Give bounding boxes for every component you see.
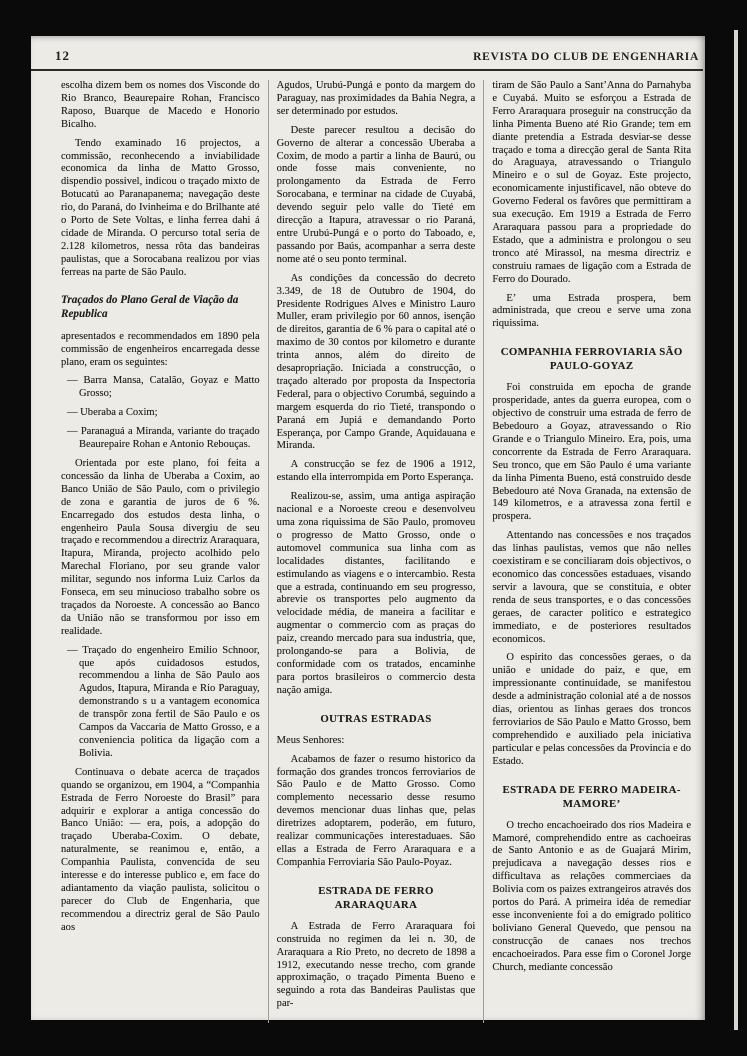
paragraph: E’ uma Estrada prospera, bem administrada, que creou e serve uma zona riquissima. bbox=[492, 292, 692, 330]
journal-title: REVISTA DO CLUB DE ENGENHARIA bbox=[473, 51, 699, 63]
text-column-2 bbox=[268, 80, 484, 1023]
paragraph: O trecho encachoeirado dos rios Madeira e Mamoré, comprehendido entre as cachoeiras de Santo Antonio e as de Guajará Mirim, prejudicava a navegação desses rios e difficultava as relações commerciaes da Bolivia com os paizes extrangeiros através dos portos do Pará. A primeira idéa de remediar esse inconveniente foi a do emigrado politico boliviano General Quevedo, que pensou na construcção de canaes nos trechos encachoeirados. Para esse fim o Coronel Jorge Church, mediante concessão bbox=[492, 819, 692, 973]
paragraph: Orientada por este plano, foi feita a concessão da linha de Uberaba a Coxim, ao Banco União de São Paulo, com o privilegio de zona e garantia de juros de 6 %. Encarregado dos estudos desta linha, o engenheiro Paula Sousa divergiu de seu traçado e recommendou a directriz Araraquara, Itapura, Miranda, projecto acolhido pelo Marechal Floriano, por seu grande valor militar, segundo nos informa Luiz Carlos da Fonseca, em seu minucioso trabalho sobre os traçados da Noroeste. A concessão ao Banco da União não se transformou por isso em realidade. bbox=[61, 457, 260, 637]
paragraph: Attentando nas concessões e nos traçados das linhas paulistas, vemos que não nelles coexistiram e se conciliaram dois objectivos, o economico das concessões estaduaes, visando servir a lavoura, que se constituia, e obter renda de seus transportes, e o das concessões geraes, de caracter politico e estrategico immediato, e de posteriores resultados economicos. bbox=[492, 530, 692, 645]
section-heading: OUTRAS ESTRADAS bbox=[320, 712, 432, 725]
section-heading: COMPANHIA FERROVIARIA SÃO PAULO-GOYAZ bbox=[500, 346, 683, 373]
section-heading-italic: Traçados do Plano Geral de Viação da Republica bbox=[61, 293, 239, 321]
paragraph: Tendo examinado 16 projectos, a commissão, reconhecendo a inviabilidade economica da linha de Matto Grosso, dispendio possivel, indicou o traçado mixto de Botucatú ao Paranapanema; navegação deste rio, do Paraná, do Ivinheima e do Brilhante até o Porto de Sete Voltas, e linha ferrea dahi á cidade de Miranda. O percurso total seria de 2.128 kilometros, nessa rôta das bandeiras paulistas, que a Sorocabana realizou por vias ferreas na parte de São Paulo. bbox=[61, 137, 260, 278]
section-heading: ESTRADA DE FERRO ARARAQUARA bbox=[318, 884, 434, 911]
paragraph: As condições da concessão do decreto 3.349, de 18 de Outubro de 1904, do Presidente Rodrigues Alves e Ministro Lauro Muller, eram privilegio por 60 annos, isenção de direitos, garantia de 6 % para o capital até o maximo de 30 contos por kilometro e durante trinta annos, além do direito de desapropriação. Iniciada a construcção, o traçado alterado por proposta da Inspectoria Federal, para o objectivo Corumbá, seguindo a margem esquerda do rio Tieté, transpondo o Paraná em Jupiá e demandando Porto Esperança, por Campo Grande, Aquidauana e Miranda. bbox=[276, 272, 476, 452]
text-column-1 bbox=[53, 80, 268, 1023]
paragraph: Acabamos de fazer o resumo historico da formação dos grandes troncos ferroviarios de São Paulo e de Matto Grosso. Como complemento necessario desse resumo devemos mencionar duas linhas que, pelas diretrizes adoptarem, poderão, em futuro, realizar communicações interestaduaes. São ellas a Estrada de Ferro Araraquara e a Companhia Ferroviaria São Paulo-Poyaz. bbox=[276, 753, 476, 868]
paragraph: O espirito das concessões geraes, o da união e unidade do paiz, e que, em impressionante continuidade, se manifestou desde a administração colonial até a de nossos dias, orientou as linhas geraes dos troncos ferroviarios de São Paulo e Matto Grosso, bem comprehendido e auxiliado pela iniciativa particular e pelas concessões da Provincia e do Estado. bbox=[492, 652, 692, 767]
paragraph: Agudos, Urubú-Pungá e ponto da margem do Paraguay, nas proximidades da Bahia Negra, a ser determinado por estudos. bbox=[276, 80, 476, 117]
text-column-3 bbox=[483, 80, 699, 1023]
adjacent-page-edge bbox=[734, 30, 738, 1030]
text-columns bbox=[31, 71, 705, 1023]
list-item: — Barra Mansa, Catalão, Goyaz e Matto Grosso; bbox=[67, 375, 260, 400]
paragraph: A Estrada de Ferro Araraquara foi construida no regimen da lei n. 30, de Araraquara a Rio Preto, no decreto de 1898 a 1912, executando nesse trecho, com grande approximação, o traçado Pimenta Bueno e seguindo a rota das Bandeiras Paulistas que par- bbox=[276, 920, 476, 1010]
list-item: — Paranaguá a Miranda, variante do traçado Beaurepaire Rohan e Antonio Rebouças. bbox=[67, 426, 260, 451]
section-heading: ESTRADA DE FERRO MADEIRA-MAMORE’ bbox=[502, 783, 681, 810]
list-item: — Traçado do engenheiro Emilio Schnoor, que após cuidadosos estudos, recommendou a linha de São Paulo aos Agudos, Itapura, Miranda e Rio Paraguay, demonstrando s u a vantagem economica de transpôr zona fertil de São Paulo e os Campos da Vaccaria de Matto Grosso, e a conveniencia politica da ligação com a Bolivia. bbox=[67, 644, 260, 759]
list-item: — Uberaba a Coxim; bbox=[67, 407, 158, 419]
page-header bbox=[31, 36, 703, 71]
magazine-page bbox=[31, 36, 705, 1020]
paragraph: apresentados e recommendados em 1890 pela commissão de engenheiros encarregada desse plano, eram os seguintes: bbox=[61, 330, 260, 368]
paragraph: Deste parecer resultou a decisão do Governo de alterar a concessão Uberaba a Coxim, de modo a partir a linha de Baurú, ou onde fosse mais conveniente, no prolongamento da Estrada de Ferro Sorocabana, e terminar na cidade de Cuyabá, devendo seguir pelo valle do Tieté em direcção a Itapura, atravessar o rio Paraná, entre Urubú-Pungá e o porto do Taboado, e, passando por Baús, acompanhar a serra deste nome até o seu ponto terminal. bbox=[276, 124, 476, 265]
paragraph: Foi construida em epocha de grande prosperidade, antes da guerra europea, com o objectivo de construir uma estrada de ferro de Bebedouro a Goyaz, atravessando o Rio Grande e o Triangulo Mineiro. Era, pois, uma concorrente da Estrada de Ferro Araraquara. Seu tronco, que em São Paulo é uma variante da linha Pimenta Bueno, está construido desde Bebedouro até Nova Granada, na extensão de 149 kilometros, e a atravessa zona fertil e prospera. bbox=[492, 382, 692, 523]
paragraph: tiram de São Paulo a Sant’Anna do Parnahyba e Cuyabá. Muito se esforçou a Estrada de Ferro Araraquara proseguir na construcção da linha Pimenta Bueno até Rio Grande; tem em diante pretendia a Estrada desviar-se desse traçado e toma a direcção geral de Santa Rita do Araguaya, atravessando o Triangulo Mineiro e o sul de Goyaz. Este projecto, economicamente injustificavel, não obteve do Governo Federal os favôres que permittiram a sua execução. Em 1919 a Estrada de Ferro Araraquara passou para a propriedade do Estado, que a administra e prolongou o seu tronco até Mirassol, na mesma directriz e construiu ramaes de ligação com a Estrada de Ferro do Dourado. bbox=[492, 80, 692, 285]
paragraph: escolha dizem bem os nomes dos Visconde do Rio Branco, Beaurepaire Rohan, Francisco Raposo, Buarque de Macedo e Honorio Bicalho. bbox=[61, 80, 260, 130]
page-number: 12 bbox=[55, 48, 70, 63]
paragraph: A construcção se fez de 1906 a 1912, estando ella interrompida em Porto Esperança. bbox=[276, 459, 476, 484]
paragraph: Meus Senhores: bbox=[276, 734, 345, 746]
paragraph: Realizou-se, assim, uma antiga aspiração nacional e a Noroeste creou e desenvolveu uma zona riquissima de São Paulo, promoveu o progresso de Matto Grosso, onde o automovel communica sua linha com as localidades distantes, facilitando e estimulando as viagens e o intercambio. Resta que a estrada, continuando em seu progresso, abrevie os transportes pelo augmento da velocidade média, de maneira a facilitar e augmentar o commercio com as praças do paiz, creando mercado para sua industria, que, prolongando-se para a Bolivia, de conformidade com os tratados, encaminhe para portos brasileiros o commercio desta nação amiga. bbox=[276, 491, 476, 696]
paragraph: Continuava o debate acerca de traçados quando se organizou, em 1904, a “Companhia Estrada de Ferro Noroeste do Brasil” para adquirir e explorar a antiga concessão do Banco União: — era, pois, a adopção do traçado Uberaba-Coxim. O debate, naturalmente, se reanimou e, então, a Companhia Paulista, convencida de seu interesse e do interesse publico e, em face do adiantamento da viação paulista, solicitou o parecer do Club de Engenharia, que recommendou a directriz geral de São Paulo aos bbox=[61, 766, 260, 933]
